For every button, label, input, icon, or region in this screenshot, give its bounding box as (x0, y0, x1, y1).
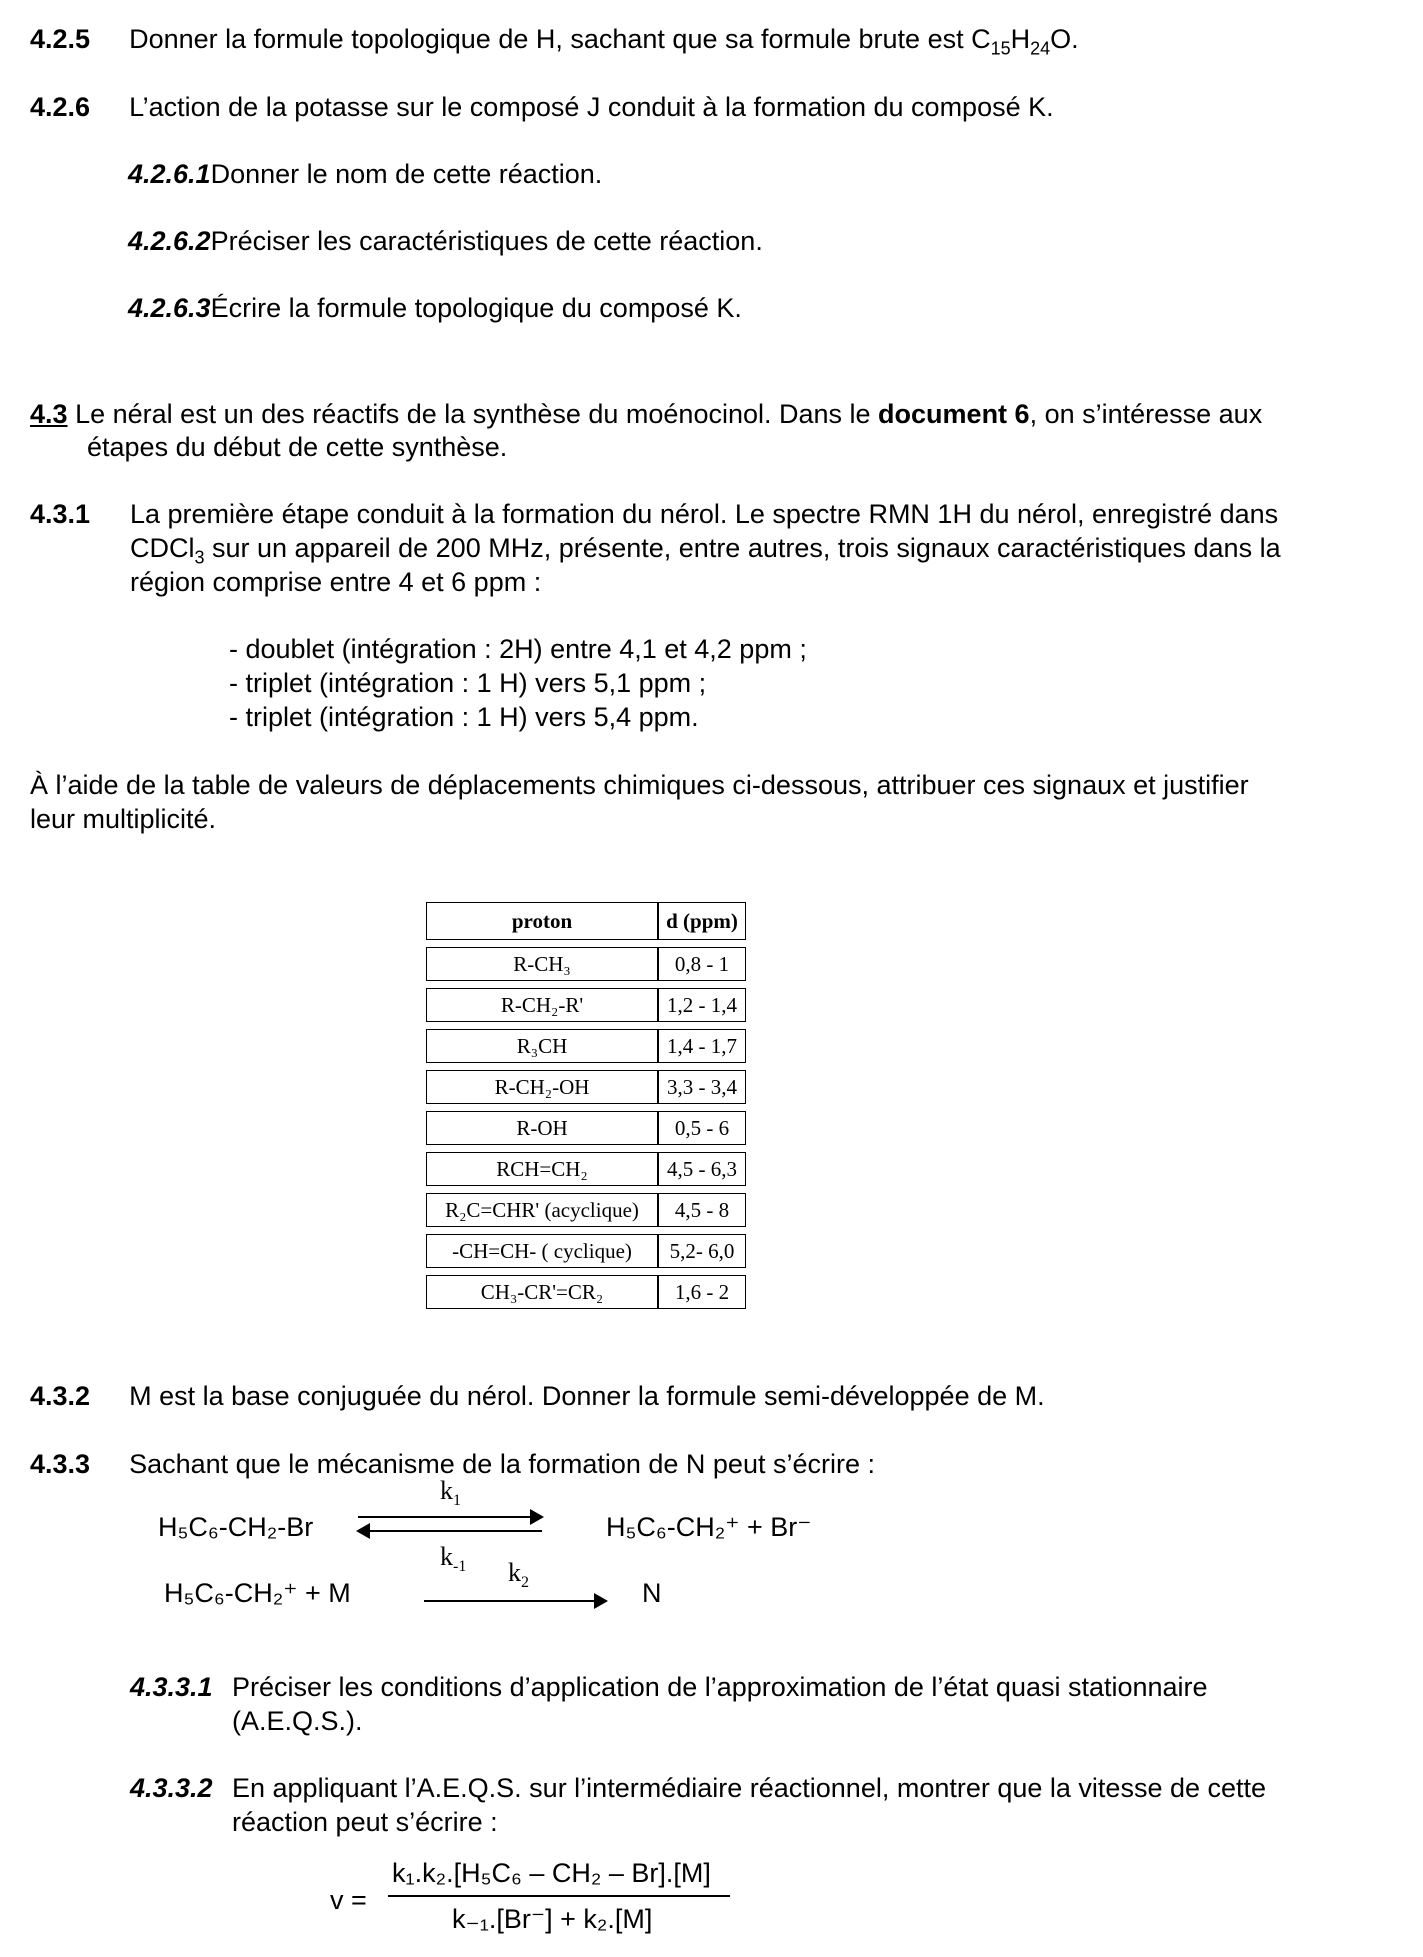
proton-cell: R-CH₂-R' (426, 988, 658, 1022)
proton-cell: CH₃-CR'=CR₂ (426, 1275, 658, 1309)
shift-cell: 3,3 - 3,4 (658, 1070, 746, 1104)
question-text: Écrire la formule topologique du composé K. (210, 293, 742, 323)
question-4-3-3-2-line2: réaction peut s’écrire : (232, 1807, 498, 1837)
signal-item: - triplet (intégration : 1 H) vers 5,4 ppm. (229, 702, 699, 732)
question-number-4-3-3-2: 4.3.3.2 (130, 1773, 213, 1803)
table-row (426, 988, 746, 1022)
table-row (426, 1152, 746, 1186)
question-number-4-3-1: 4.3.1 (30, 499, 91, 529)
table-row (426, 1070, 746, 1104)
question-text: Donner le nom de cette réaction. (210, 159, 603, 189)
proton-cell: R₂C=CHR' (acyclique) (426, 1193, 658, 1227)
forward-arrow (358, 1516, 542, 1518)
k-index: 1 (453, 1492, 461, 1510)
question-4-3-1-line3: région comprise entre 4 et 6 ppm : (130, 567, 542, 597)
question-number: 4.3.2 (30, 1381, 91, 1411)
reaction2-reactants: H₅C₆-CH₂⁺ + M (164, 1578, 351, 1608)
question-4-3-3-1-line1: Préciser les conditions d’application de l’approximation de l’état quasi stationnaire (232, 1672, 1208, 1702)
shift-cell: 0,8 - 1 (658, 947, 746, 981)
signal-item: - doublet (intégration : 2H) entre 4,1 et 4,2 ppm ; (229, 634, 807, 664)
chemical-shift-table (426, 895, 746, 1316)
reverse-arrow (358, 1530, 542, 1532)
question-text: H (1010, 24, 1031, 54)
question-4-3-2 (30, 1379, 1045, 1413)
subscript: 15 (990, 38, 1011, 59)
instruction-line1: À l’aide de la table de valeurs de déplacements chimiques ci-dessous, attribuer ces signaux et justifier (30, 770, 1249, 800)
section-number: 4.3 (30, 399, 68, 429)
question-text: M est la base conjuguée du nérol. Donner la formule semi-développée de M. (129, 1381, 1045, 1411)
proton-cell: R-OH (426, 1111, 658, 1145)
table-row (426, 1111, 746, 1145)
shift-cell: 1,2 - 1,4 (658, 988, 746, 1022)
k-symbol: k (440, 1476, 453, 1505)
question-text: Donner la formule topologique de H, sachant que sa formule brute est C (129, 24, 991, 54)
column-header-shift: d (ppm) (658, 902, 746, 940)
k-index: -1 (453, 1558, 467, 1576)
question-number: 4.2.6.3 (128, 293, 211, 323)
question-number-4-3-3-1: 4.3.3.1 (130, 1672, 213, 1702)
rate-numerator: k₁.k₂.[H₅C₆ – CH₂ – Br].[M] (392, 1858, 711, 1888)
proton-cell: R-CH₂-OH (426, 1070, 658, 1104)
question-4-3-1-line1: La première étape conduit à la formation du nérol. Le spectre RMN 1H du nérol, enregistré dans (130, 499, 1279, 529)
proton-cell: RCH=CH₂ (426, 1152, 658, 1186)
shift-cell: 4,5 - 6,3 (658, 1152, 746, 1186)
question-4-2-6 (30, 90, 1054, 124)
rate-constant-k2 (508, 1558, 529, 1592)
instruction-line2: leur multiplicité. (30, 804, 217, 834)
column-header-proton: proton (426, 902, 658, 940)
question-number: 4.2.6.2 (128, 226, 211, 256)
question-text: Préciser les caractéristiques de cette réaction. (210, 226, 763, 256)
shift-cell: 0,5 - 6 (658, 1111, 746, 1145)
rate-denominator: k₋₁.[Br⁻] + k₂.[M] (452, 1904, 653, 1934)
table-header-row (426, 902, 746, 940)
table-row (426, 947, 746, 981)
k-index: 2 (521, 1574, 529, 1592)
reaction1-reactant: H₅C₆-CH₂-Br (158, 1512, 314, 1542)
section-text: Le néral est un des réactifs de la synthèse du moénocinol. Dans le (75, 399, 879, 429)
shift-cell: 1,4 - 1,7 (658, 1029, 746, 1063)
proton-cell: R-CH₃ (426, 947, 658, 981)
question-text: L’action de la potasse sur le composé J conduit à la formation du composé K. (129, 92, 1054, 122)
rate-constant-k1 (440, 1476, 461, 1510)
reaction2-arrowhead (594, 1593, 608, 1609)
text: sur un appareil de 200 MHz, présente, entre autres, trois signaux caractéristiques dans la (204, 533, 1281, 563)
table-row (426, 1029, 746, 1063)
k-symbol: k (440, 1542, 453, 1571)
subscript: 3 (194, 547, 205, 568)
document-reference: document 6 (878, 399, 1030, 429)
question-number: 4.2.6 (30, 92, 91, 122)
question-4-2-6-3 (128, 291, 742, 325)
question-number: 4.3.3 (30, 1449, 91, 1479)
shift-cell: 1,6 - 2 (658, 1275, 746, 1309)
table-row (426, 1193, 746, 1227)
section-text: , on s’intéresse aux (1029, 399, 1263, 429)
question-4-2-6-2 (128, 224, 763, 258)
question-4-3-3-2-line1: En appliquant l’A.E.Q.S. sur l’intermédiaire réactionnel, montrer que la vitesse de cette (232, 1773, 1267, 1803)
rate-symbol: v = (330, 1885, 367, 1915)
proton-cell: -CH=CH- ( cyclique) (426, 1234, 658, 1268)
question-4-3-3-1-line2: (A.E.Q.S.). (232, 1706, 363, 1736)
question-number: 4.2.6.1 (128, 159, 211, 189)
section-4-3 (30, 397, 1262, 431)
proton-cell: R₃CH (426, 1029, 658, 1063)
reaction2-arrow (424, 1600, 602, 1602)
section-4-3-line2: étapes du début de cette synthèse. (87, 432, 508, 462)
table-row (426, 1275, 746, 1309)
rate-constant-k-minus1 (440, 1542, 466, 1576)
reaction2-product: N (642, 1578, 662, 1608)
question-4-2-5 (30, 22, 1079, 65)
text: CDCl (130, 533, 195, 563)
subscript: 24 (1030, 38, 1051, 59)
question-text: O. (1050, 24, 1079, 54)
shift-cell: 5,2- 6,0 (658, 1234, 746, 1268)
table-row (426, 1234, 746, 1268)
reverse-arrowhead (356, 1523, 370, 1539)
question-text: Sachant que le mécanisme de la formation de N peut s’écrire : (129, 1449, 875, 1479)
shift-cell: 4,5 - 8 (658, 1193, 746, 1227)
fraction-bar (388, 1895, 730, 1897)
question-number: 4.2.5 (30, 24, 91, 54)
forward-arrowhead (530, 1509, 544, 1525)
signal-item: - triplet (intégration : 1 H) vers 5,1 ppm ; (229, 668, 707, 698)
reaction1-product: H₅C₆-CH₂⁺ + Br⁻ (606, 1512, 812, 1542)
k-symbol: k (508, 1558, 521, 1587)
question-4-2-6-1 (128, 157, 602, 191)
